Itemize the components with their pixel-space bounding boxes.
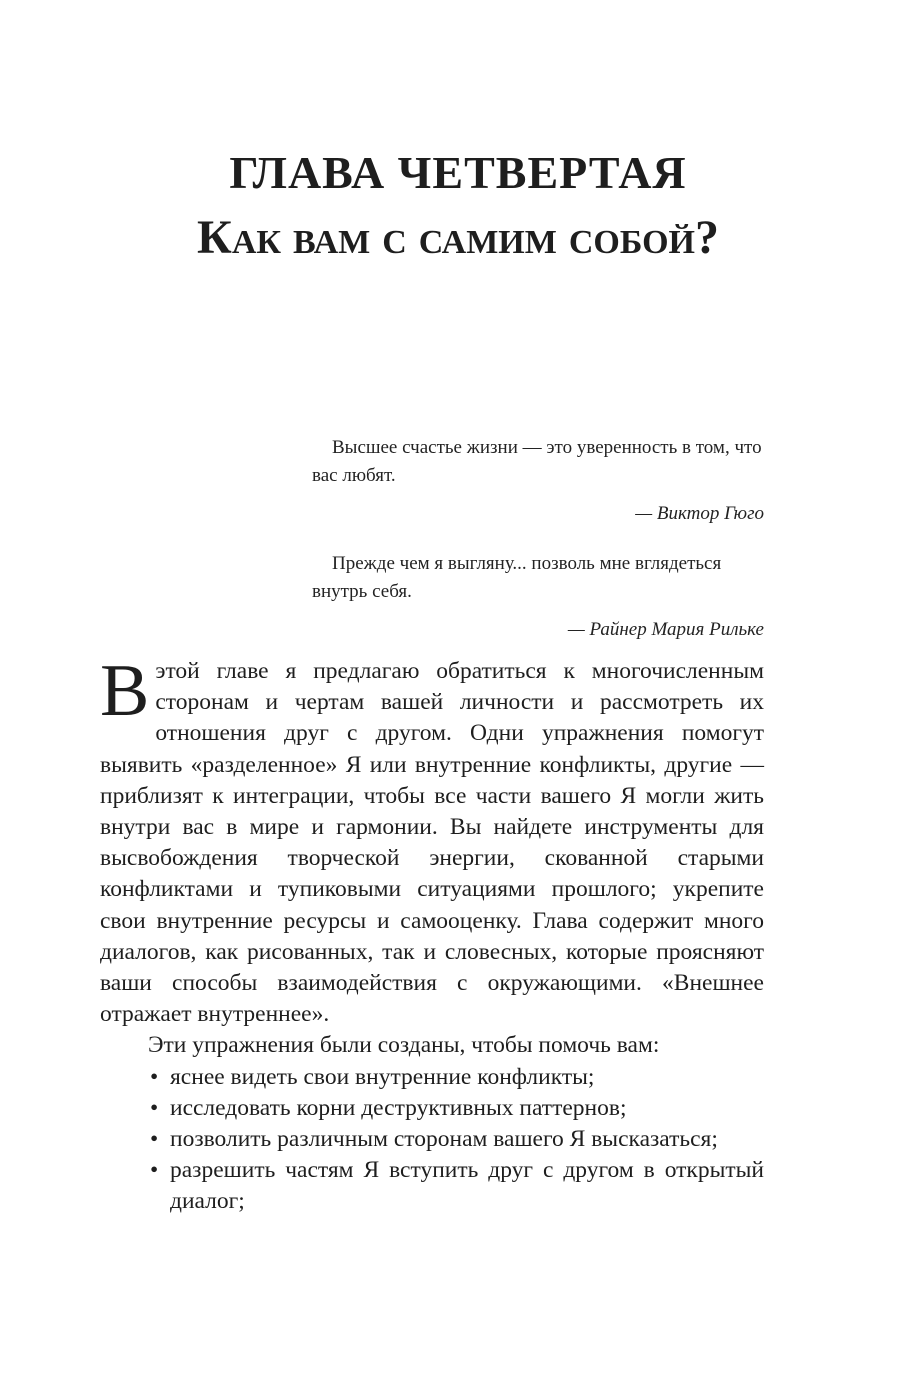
bullet-icon: • [150,1094,159,1121]
list-item [150,1155,764,1217]
chapter-body [100,650,764,1218]
list-item-text: исследовать корни деструктивных паттернов; [170,1094,627,1121]
list-lead: Эти упражнения были созданы, чтобы помочь вам: [148,1032,660,1059]
goal-list [100,1062,764,1218]
list-item-text: разрешить частям Я вступить друг с другом в открытый диалог; [170,1157,764,1215]
chapter-title: Как вам с самим собой? [197,211,719,264]
list-item [150,1062,764,1093]
epigraph-author: — Райнер Мария Рильке [567,619,764,640]
epigraph [312,434,764,528]
intro-paragraph-text: этой главе я предлагаю обратиться к многочисленным сторонам и чертам вашей личности и рассмотреть их отношения друг с другом. Одни упражнения помогут выявить «разделенное» Я или внутренние конфликты, другие — приблизят к интеграции, чтобы все части вашего Я могли жить внутри вас в мире и гармонии. Вы найдете инструменты для высвобождения творческой энергии, скованной старыми конфликтами и тупиковыми ситуациями прошлого; укрепите свои внутренние ресурсы и самооценку. Глава содержит много диалогов, как рисованных, так и словесных, которые проясняют ваши способы взаимодействия с окружающими. «Внешнее отражает внутреннее». [100,658,764,1028]
epigraph-author: — Виктор Гюго [635,503,764,524]
intro-paragraph [100,650,764,1030]
drop-cap: В [100,650,150,732]
list-item [150,1124,764,1155]
bullet-icon: • [150,1157,159,1184]
bullet-icon: • [150,1126,159,1153]
bullet-icon: • [150,1063,159,1090]
list-item-text: позволить различным сторонам вашего Я высказаться; [170,1126,718,1153]
epigraph-text: Прежде чем я выгляну... позволь мне вглядеться внутрь себя. [312,553,722,602]
list-item [150,1093,764,1124]
chapter-number: ГЛАВА ЧЕТВЕРТАЯ [229,147,687,198]
epigraphs [312,434,764,644]
list-item-text: яснее видеть свои внутренние конфликты; [170,1063,595,1090]
epigraph-text: Высшее счастье жизни — это уверенность в том, что вас любят. [312,437,762,486]
epigraph [312,550,764,644]
